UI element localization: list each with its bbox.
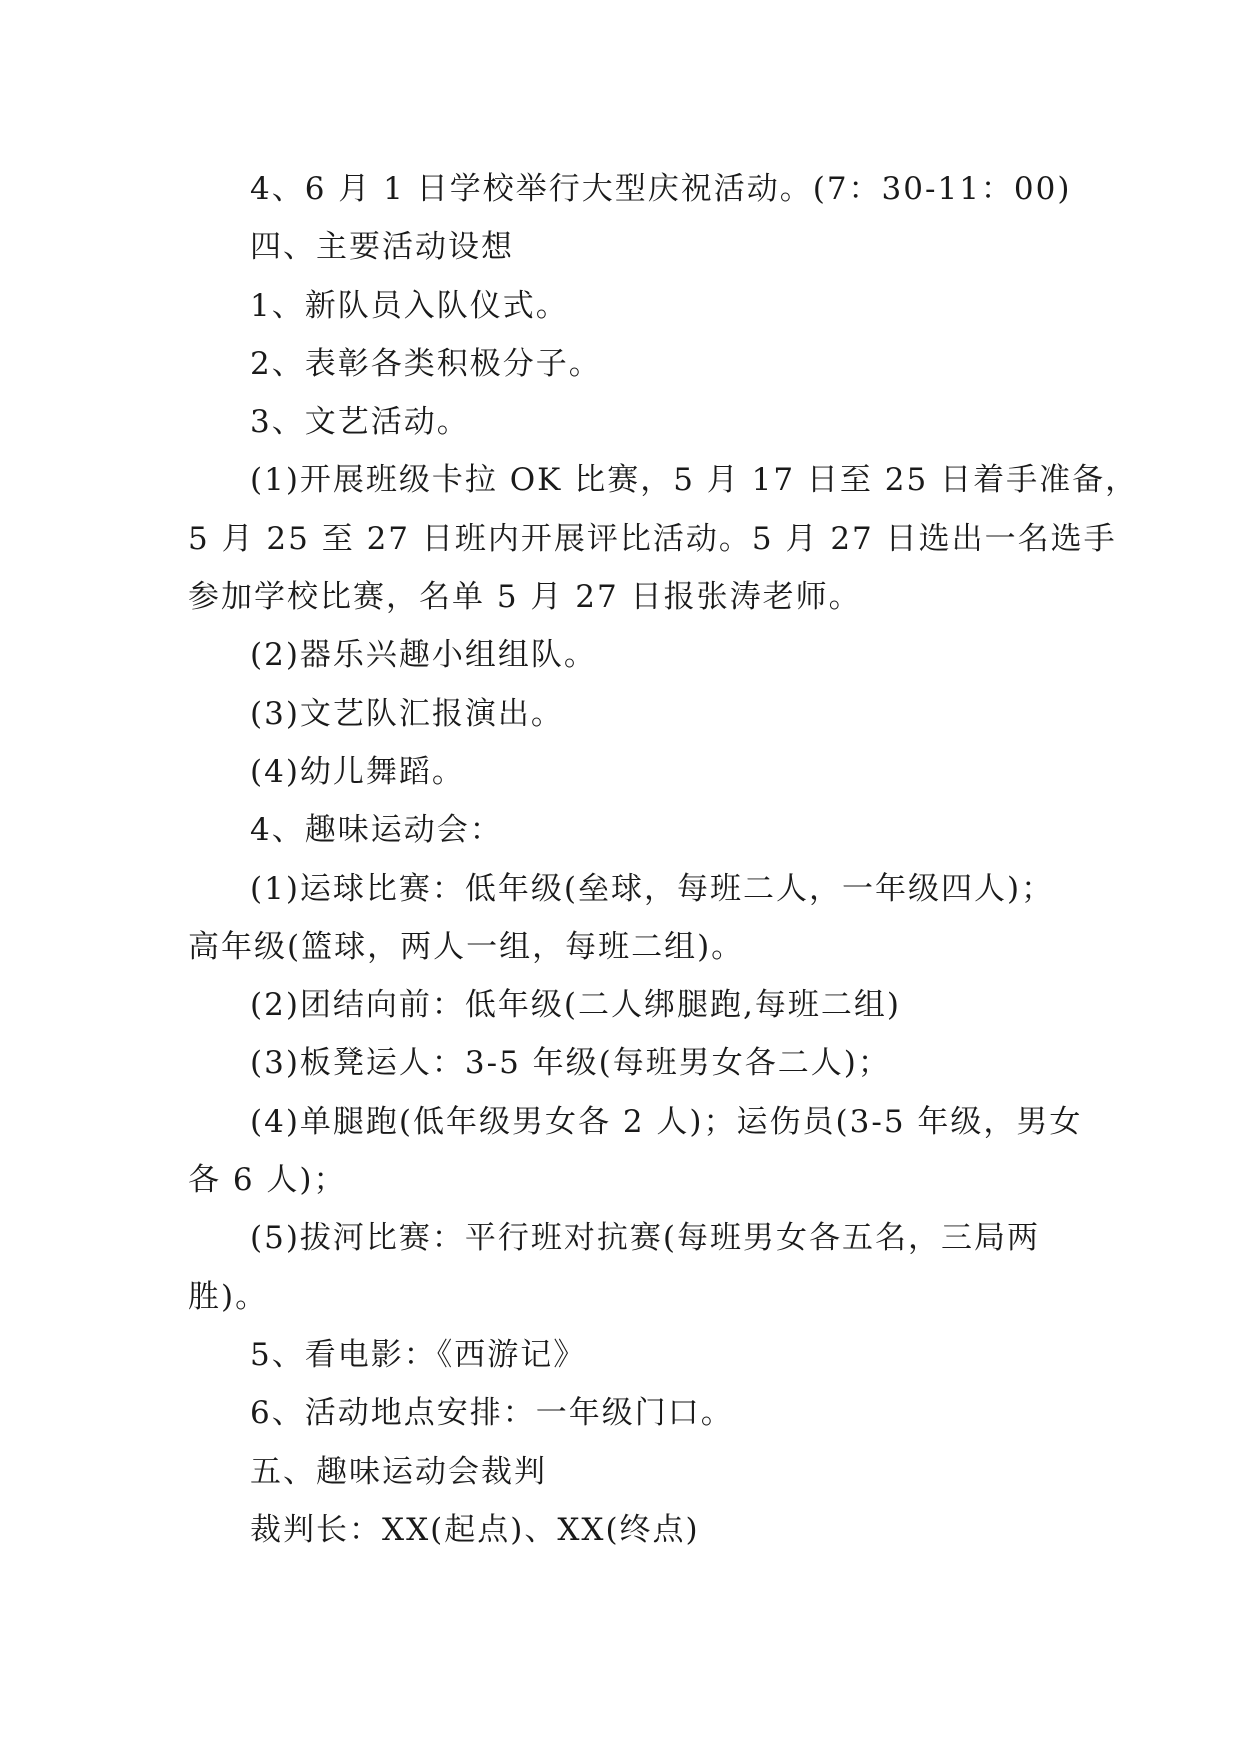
text-line: (1)开展班级卡拉 OK 比赛，5 月 17 日至 25 日着手准备， [250,462,1139,499]
text-line: (4)单腿跑(低年级男女各 2 人)；运伤员(3-5 年级，男女 [250,1103,1083,1140]
text-line: (2)器乐兴趣小组组队。 [250,637,597,674]
text-line: (3)文艺队汇报演出。 [250,695,564,732]
text-line: (3)板凳运人：3-5 年级(每班男女各二人)； [250,1045,891,1082]
text-line: 裁判长：XX(起点)、XX(终点) [250,1511,700,1548]
text-line: 5、看电影：《西游记》 [250,1336,587,1373]
text-line: 参加学校比赛，名单 5 月 27 日报张涛老师。 [188,579,862,616]
text-line: 4、趣味运动会： [250,812,503,849]
text-line: (5)拔河比赛：平行班对抗赛(每班男女各五名，三局两 [250,1220,1041,1257]
text-line: 各 6 人)； [188,1162,347,1199]
text-line: 胜)。 [188,1278,269,1315]
text-line: 3、文艺活动。 [250,404,470,441]
section-heading: 四、主要活动设想 [250,229,514,266]
text-line: (2)团结向前：低年级(二人绑腿跑,每班二组) [250,987,901,1024]
text-line: 1、新队员入队仪式。 [250,287,569,324]
text-line: 5 月 25 至 27 日班内开展评比活动。5 月 27 日选出一名选手 [188,520,1117,557]
text-line: 2、表彰各类积极分子。 [250,345,602,382]
text-line: 高年级(篮球，两人一组，每班二组)。 [188,928,745,965]
text-line: (4)幼儿舞蹈。 [250,753,465,790]
text-line: 4、6 月 1 日学校举行大型庆祝活动。(7：30-11：00) [250,171,1072,207]
text-line: 6、活动地点安排：一年级门口。 [250,1395,734,1432]
section-heading: 五、趣味运动会裁判 [250,1453,547,1490]
text-line: (1)运球比赛：低年级(垒球，每班二人，一年级四人)； [250,870,1055,907]
document-body [188,160,1139,1559]
